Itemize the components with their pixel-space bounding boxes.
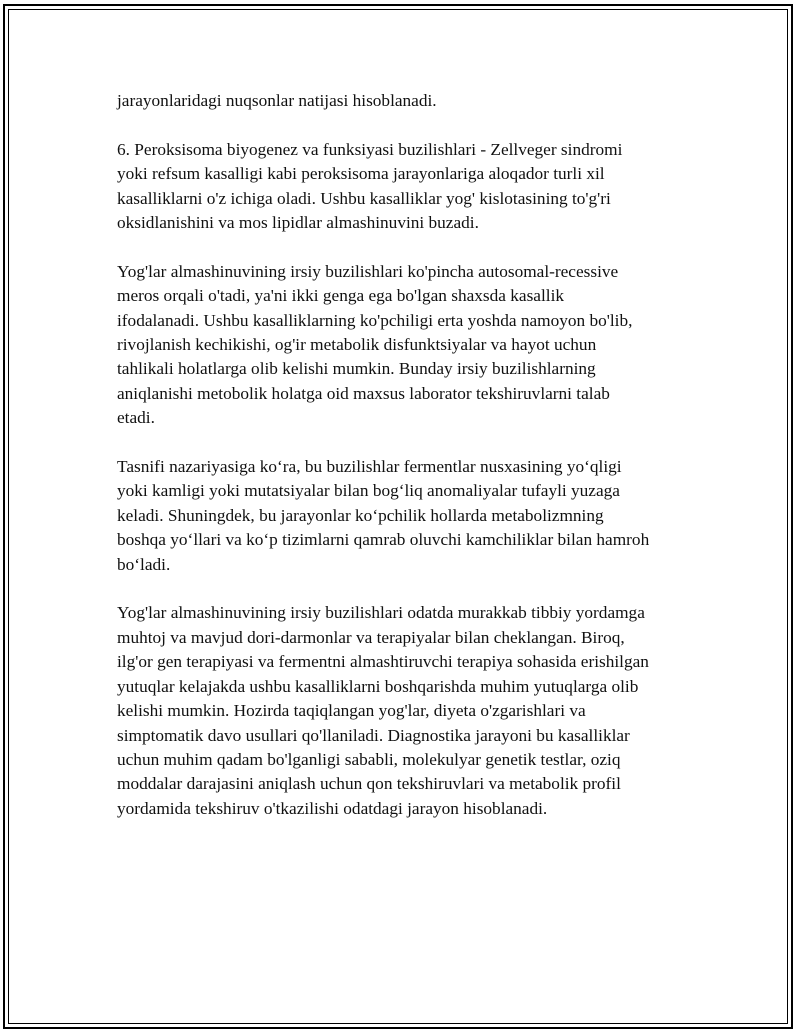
text-line: aniqlanishi metobolik holatga oid maxsus laborator tekshiruvlarni talab bbox=[117, 383, 610, 403]
text-line: etadi. bbox=[117, 408, 155, 428]
text-line: Yog'lar almashinuvining irsiy buzilishlari odatda murakkab tibbiy yordamga bbox=[117, 603, 645, 623]
text-line: Yog'lar almashinuvining irsiy buzilishlari ko'pincha autosomal-recessive bbox=[117, 261, 619, 281]
document-body bbox=[117, 89, 707, 846]
text-line: yordamida tekshiruv o'tkazilishi odatdagi jarayon hisoblanadi. bbox=[117, 798, 548, 818]
text-line: muhtoj va mavjud dori-darmonlar va terapiyalar bilan cheklangan. Biroq, bbox=[117, 627, 625, 647]
text-line: kelishi mumkin. Hozirda taqiqlangan yog'lar, diyeta o'zgarishlari va bbox=[117, 701, 586, 721]
text-line: ilg'or gen terapiyasi va fermentni almashtiruvchi terapiya sohasida erishilgan bbox=[117, 652, 649, 672]
text-line: jarayonlaridagi nuqsonlar natijasi hisoblanadi. bbox=[117, 91, 437, 110]
text-line: Tasnifi nazariyasiga ko‘ra, bu buzilishlar fermentlar nusxasining yo‘qligi bbox=[117, 457, 622, 477]
paragraph-4 bbox=[117, 455, 707, 577]
paragraph-5 bbox=[117, 601, 707, 821]
text-line: simptomatik davo usullari qo'llaniladi. Diagnostika jarayoni bu kasalliklar bbox=[117, 725, 630, 745]
text-line: moddalar darajasini aniqlash uchun qon tekshiruvlari va metabolik profil bbox=[117, 774, 621, 794]
text-line: kasalliklarni o'z ichiga oladi. Ushbu kasalliklar yog' kislotasining to'g'ri bbox=[117, 188, 611, 208]
text-line: rivojlanish kechikishi, og'ir metabolik disfunktsiyalar va hayot uchun bbox=[117, 335, 597, 355]
text-line: uchun muhim qadam bo'lganligi sababli, molekulyar genetik testlar, oziq bbox=[117, 749, 621, 769]
text-line: keladi. Shuningdek, bu jarayonlar ko‘pchilik hollarda metabolizmning bbox=[117, 505, 604, 525]
paragraph-1 bbox=[117, 89, 707, 113]
text-line: boshqa yo‘llari va ko‘p tizimlarni qamrab oluvchi kamchiliklar bilan hamroh bbox=[117, 530, 650, 550]
text-line: yoki kamligi yoki mutatsiyalar bilan bog‘liq anomaliyalar tufayli yuzaga bbox=[117, 481, 620, 501]
paragraph-3 bbox=[117, 260, 707, 431]
text-line: yoki refsum kasalligi kabi peroksisoma jarayonlariga aloqador turli xil bbox=[117, 164, 605, 184]
text-line: bo‘ladi. bbox=[117, 554, 171, 574]
text-line: yutuqlar kelajakda ushbu kasalliklarni boshqarishda muhim yutuqlarga olib bbox=[117, 676, 639, 696]
text-line: ifodalanadi. Ushbu kasalliklarning ko'pchiligi erta yoshda namoyon bo'lib, bbox=[117, 310, 633, 330]
text-line: meros orqali o'tadi, ya'ni ikki genga ega bo'lgan shaxsda kasallik bbox=[117, 286, 565, 306]
text-line: oksidlanishini va mos lipidlar almashinuvini buzadi. bbox=[117, 213, 479, 233]
text-line: tahlikali holatlarga olib kelishi mumkin. Bunday irsiy buzilishlarning bbox=[117, 359, 596, 379]
paragraph-2 bbox=[117, 138, 707, 236]
text-line: 6. Peroksisoma biyogenez va funksiyasi buzilishlari - Zellveger sindromi bbox=[117, 139, 623, 159]
